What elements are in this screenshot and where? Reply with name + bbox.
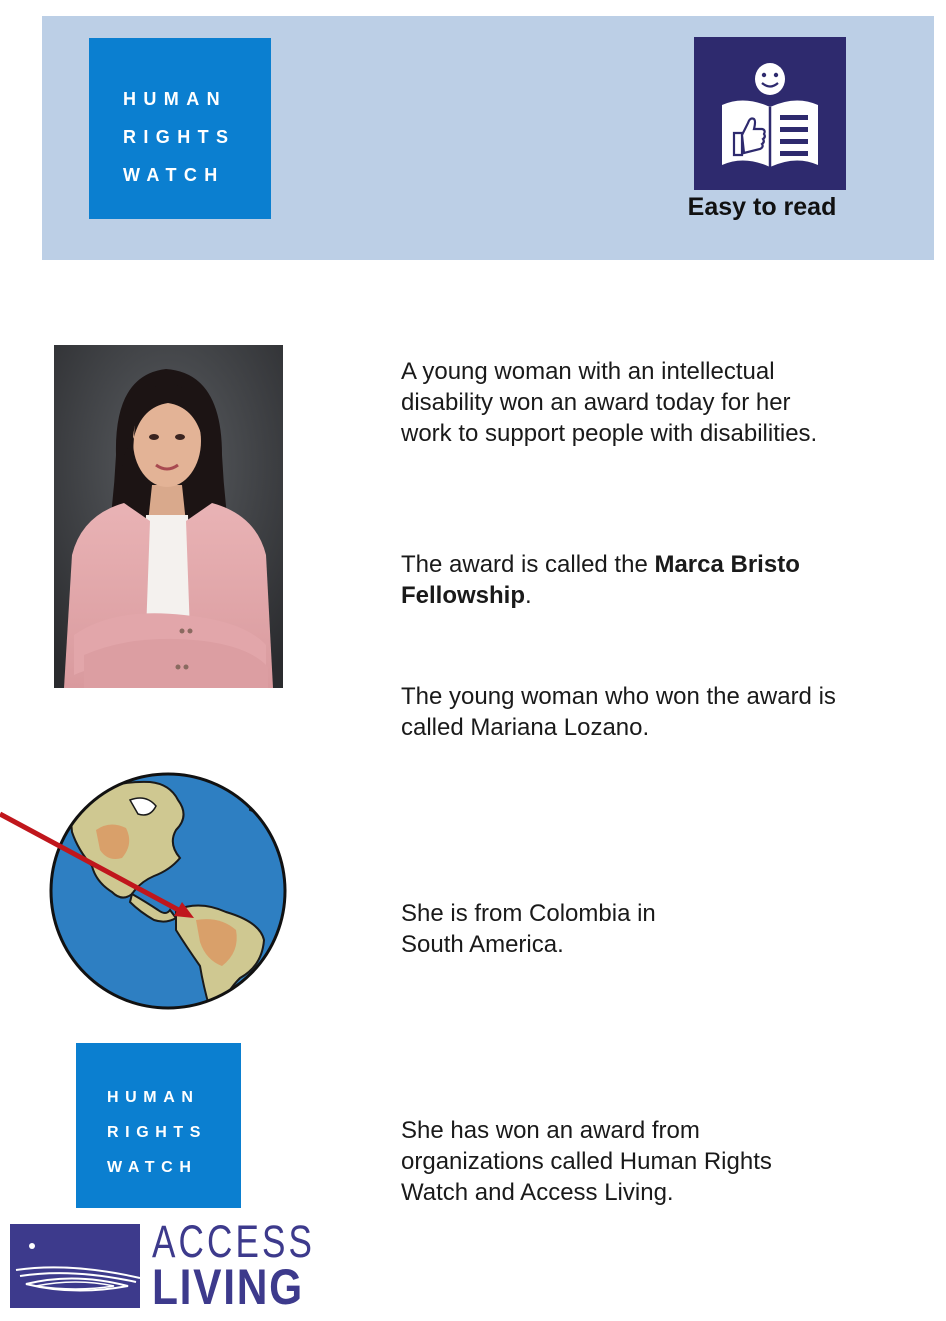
hrw-footer-line-3: WATCH — [107, 1159, 198, 1176]
award-name-paragraph — [401, 549, 871, 611]
globe-icon — [0, 770, 300, 1020]
award-text-before: The award is called the — [401, 551, 655, 578]
hrw-logo-header — [89, 38, 271, 219]
hrw-logo-line-2: RIGHTS — [123, 127, 236, 147]
access-living-mark — [10, 1224, 140, 1308]
winner-name-paragraph: The young woman who won the award is called Mariana Lozano. — [401, 683, 836, 741]
hrw-footer-line-2: RIGHTS — [107, 1124, 208, 1141]
portrait-photo — [54, 345, 283, 688]
access-living-word-1: ACCESS — [152, 1216, 316, 1267]
hrw-footer-line-1: HUMAN — [107, 1089, 200, 1106]
access-living-logo — [152, 1216, 322, 1315]
intro-paragraph: A young woman with an intellectual disability won an award today for her work to support people with disabilities. — [401, 358, 818, 447]
organizations-paragraph: She has won an award from organizations called Human Rights Watch and Access Living. — [401, 1117, 772, 1206]
hrw-logo-line-1: HUMAN — [123, 89, 227, 109]
hrw-logo-footer — [76, 1043, 241, 1208]
easy-read-icon — [694, 37, 846, 190]
hrw-logo-line-3: WATCH — [123, 165, 225, 185]
award-name: Marca Bristo Fellowship — [401, 551, 800, 609]
access-living-word-2: LIVING — [152, 1259, 304, 1315]
award-text-after: . — [525, 582, 532, 609]
easy-to-read-label: Easy to read — [687, 193, 837, 221]
origin-paragraph: She is from Colombia in South America. — [401, 900, 656, 958]
